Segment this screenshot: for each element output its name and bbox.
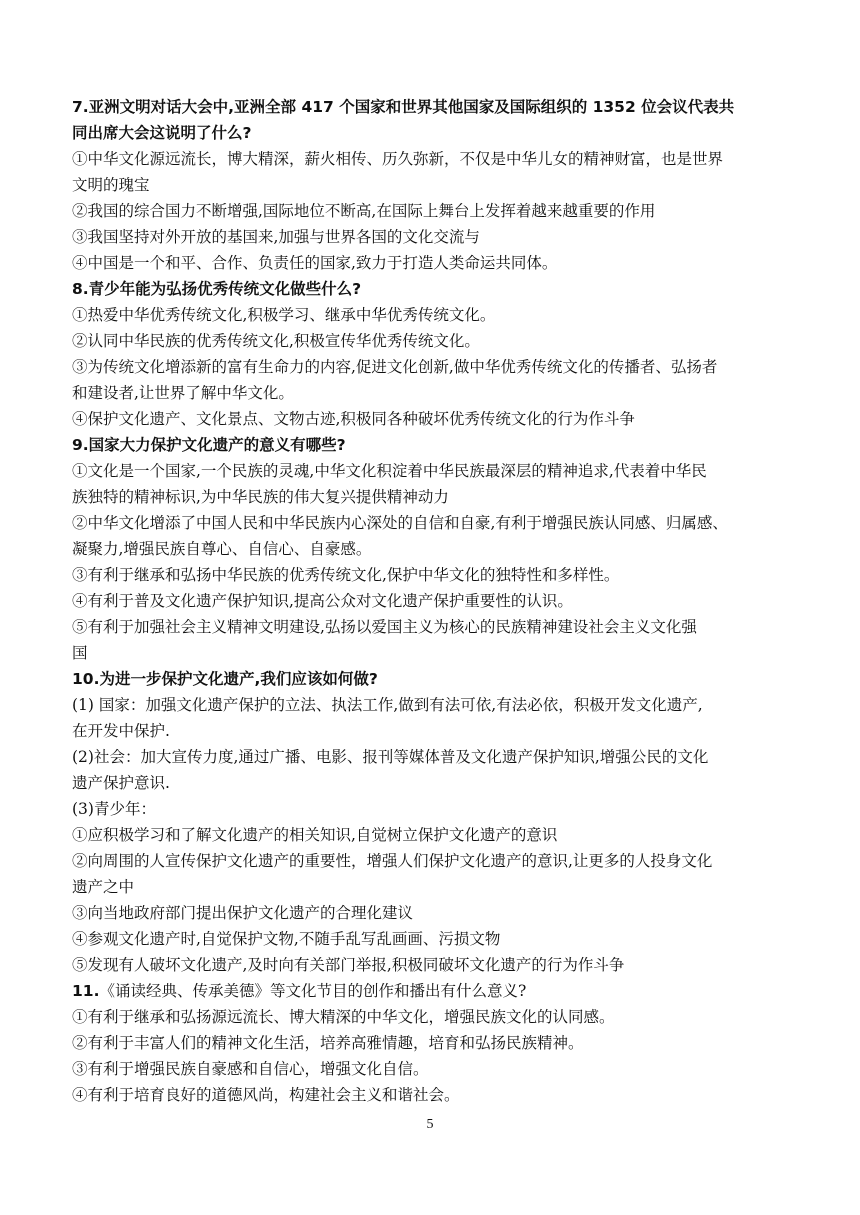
answer-line: ②中华文化增添了中国人民和中华民族内心深处的自信和自豪,有利于增强民族认同感、归属感、 [72, 514, 728, 532]
answer-line: 遗产保护意识. [72, 774, 170, 792]
question-heading [72, 978, 790, 1004]
question-heading [72, 666, 790, 692]
answer-line: ④中国是一个和平、合作、负责任的国家,致力于打造人类命运共同体。 [72, 254, 558, 272]
answer-line: (1) 国家：加强文化遗产保护的立法、执法工作,做到有法可依,有法必依，积极开发文化遗产, [72, 696, 703, 714]
question-text: 9.国家大力保护文化遗产的意义有哪些? [72, 436, 346, 454]
question-text: 同出席大会这说明了什么? [72, 124, 252, 142]
answer-line: ④参观文化遗产时,自觉保护文物,不随手乱写乱画画、污损文物 [72, 930, 501, 948]
answer-line: 在开发中保护. [72, 722, 170, 740]
answer-line: 族独特的精神标识,为中华民族的伟大复兴提供精神动力 [72, 488, 449, 506]
question-heading [72, 432, 790, 458]
answer-line: 凝聚力,增强民族自尊心、自信心、自豪感。 [72, 540, 372, 558]
answer-line: ③有利于继承和弘扬中华民族的优秀传统文化,保护中华文化的独特性和多样性。 [72, 566, 620, 584]
answer-line: ②认同中华民族的优秀传统文化,积极宣传华优秀传统文化。 [72, 332, 480, 350]
question-text: 10.为进一步保护文化遗产,我们应该如何做? [72, 670, 378, 688]
question-text: 《诵读经典、传承美德》等文化节目的创作和播出有什么意义? [99, 982, 527, 1000]
answer-line: ⑤发现有人破坏文化遗产,及时向有关部门举报,积极同破坏文化遗产的行为作斗争 [72, 956, 625, 974]
question-heading [72, 120, 790, 146]
question-text: 8.青少年能为弘扬优秀传统文化做些什么? [72, 280, 362, 298]
answer-line: ③我国坚持对外开放的基国来,加强与世界各国的文化交流与 [72, 228, 480, 246]
answer-line: (2)社会：加大宣传力度,通过广播、电影、报刊等媒体普及文化遗产保护知识,增强公民的文化 [72, 748, 709, 766]
answer-line: 国 [72, 644, 88, 662]
answer-line: 和建设者,让世界了解中华文化。 [72, 384, 294, 402]
answer-line: ④保护文化遗产、文化景点、文物古迹,积极同各种破坏优秀传统文化的行为作斗争 [72, 410, 635, 428]
answer-line: ③为传统文化增添新的富有生命力的内容,促进文化创新,做中华优秀传统文化的传播者、弘扬者 [72, 358, 718, 376]
question-heading [72, 276, 790, 302]
answer-line: ①有利于继承和弘扬源远流长、博大精深的中华文化，增强民族文化的认同感。 [72, 1008, 615, 1026]
answer-line: ①文化是一个国家,一个民族的灵魂,中华文化积淀着中华民族最深层的精神追求,代表着中华民 [72, 462, 707, 480]
answer-line: ①中华文化源远流长，博大精深，薪火相传、历久弥新，不仅是中华儿女的精神财富，也是世界 [72, 150, 724, 168]
answer-line: ③向当地政府部门提出保护文化遗产的合理化建议 [72, 904, 414, 922]
answer-line: ①热爱中华优秀传统文化,积极学习、继承中华优秀传统文化。 [72, 306, 496, 324]
answer-line: 遗产之中 [72, 878, 135, 896]
page-number: 5 [426, 1117, 434, 1132]
question-heading [72, 94, 790, 120]
document-body [72, 94, 790, 1108]
answer-line: ②向周围的人宣传保护文化遗产的重要性，增强人们保护文化遗产的意识,让更多的人投身文化 [72, 852, 713, 870]
question-text: 7.亚洲文明对话大会中,亚洲全部 417 个国家和世界其他国家及国际组织的 1352 位会议代表共 [72, 98, 735, 116]
answer-line: ⑤有利于加强社会主义精神文明建设,弘扬以爱国主义为核心的民族精神建设社会主义文化强 [72, 618, 697, 636]
answer-line: ②有利于丰富人们的精神文化生活，培养高雅情趣，培育和弘扬民族精神。 [72, 1034, 584, 1052]
answer-line: ②我国的综合国力不断增强,国际地位不断高,在国际上舞台上发挥着越来越重要的作用 [72, 202, 656, 220]
answer-line: 文明的瑰宝 [72, 176, 150, 194]
answer-line: ①应积极学习和了解文化遗产的相关知识,自觉树立保护文化遗产的意识 [72, 826, 558, 844]
answer-line: (3)青少年： [72, 800, 156, 818]
answer-line: ④有利于培育良好的道德风尚，构建社会主义和谐社会。 [72, 1086, 460, 1104]
answer-line: ③有利于增强民族自豪感和自信心，增强文化自信。 [72, 1060, 429, 1078]
answer-line: ④有利于普及文化遗产保护知识,提高公众对文化遗产保护重要性的认识。 [72, 592, 573, 610]
question-number: 11. [72, 982, 100, 1000]
